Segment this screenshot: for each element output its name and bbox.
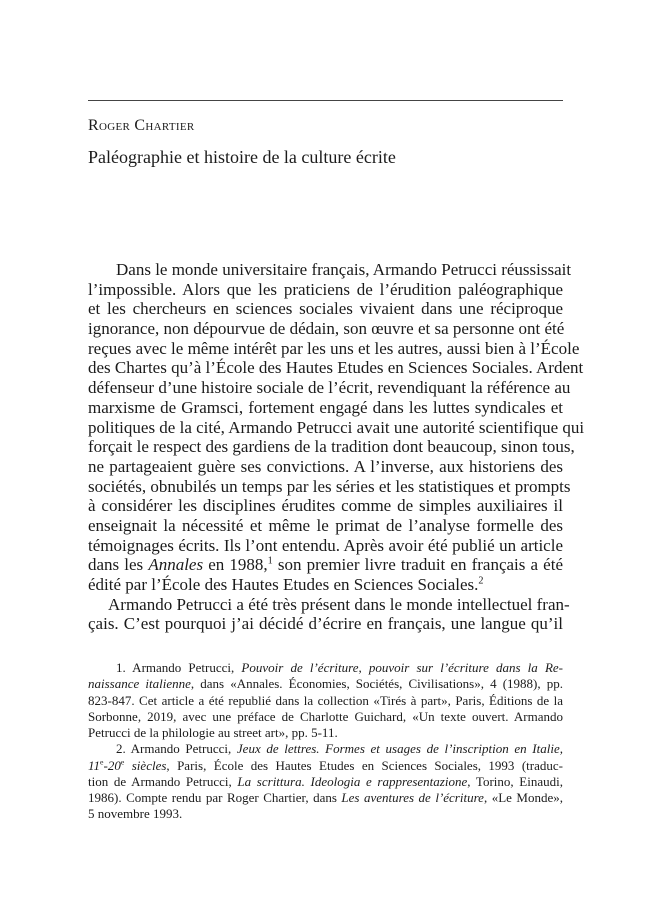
footnote-2: 2. Armando Petrucci, Jeux de lettres. Formes et usages de l’inscription en Italie, 11e-20e siècles, Paris, École des Hautes Etudes en Sciences Sociales, 1993 (traduc- tion de Armando Petrucci, La scrittura. Ideologia e rappresentazione, Torino, Einaudi, 1986). Compte rendu par Roger Chartier, dans Les aventures de l’écriture, «Le Monde», 5 novembre 1993.	[88, 741, 564, 822]
body-line: et les chercheurs en sciences sociales vivaient dans une réciproque	[88, 299, 563, 319]
body-line: l’impossible. Alors que les praticiens de l’érudition paléographique	[88, 279, 563, 299]
body-line: défenseur d’une histoire sociale de l’écrit, revendiquant la référence au	[88, 378, 571, 398]
footnote-ref-2[interactable]: 2	[478, 575, 484, 587]
header-rule	[88, 100, 563, 101]
body-text	[88, 260, 585, 634]
body-line: à considérer les disciplines érudites comme de simples auxiliaires il	[88, 496, 563, 516]
body-line: Dans le monde universitaire français, Armando Petrucci réussissait	[116, 260, 572, 279]
body-line: des Chartes qu’à l’École des Hautes Etudes en Sciences Sociales. Ardent	[88, 358, 584, 378]
footnote-1: 1. Armando Petrucci, Pouvoir de l’écriture, pouvoir sur l’écriture dans la Re- naissance italienne, dans «Annales. Économies, Sociétés, Civilisations», 4 (1988), pp. 823-847. Cet article a été republié dans la collection «Tirés à part», Paris, Éditions de la Sorbonne, 2019, avec une préface de Charlotte Guichard, «Un texte ouvert. Armando Petrucci de la philologie au street art», pp. 5-11.	[88, 660, 564, 740]
body-line: sociétés, obnubilés un temps par les séries et les statistiques et prompts	[88, 476, 571, 496]
body-line: çais. C’est pourquoi j’ai décidé d’écrire en français, une langue qu’il	[88, 614, 563, 634]
chapter-author: Roger Chartier	[88, 117, 195, 134]
body-line: Armando Petrucci a été très présent dans le monde intellectuel fran-	[108, 594, 570, 614]
footnote-ref-1[interactable]: 1	[267, 555, 273, 567]
body-line: reçues avec le même intérêt par les uns et les autres, aussi bien à l’École	[88, 338, 580, 358]
body-line: politiques de la cité, Armando Petrucci avait une autorité scientifique qui	[88, 417, 585, 437]
footnotes	[88, 660, 563, 823]
body-line: marxisme de Gramsci, fortement engagé dans les luttes syndicales et	[88, 397, 563, 417]
chapter-title: Paléographie et histoire de la culture écrite	[88, 147, 396, 167]
body-line: ignorance, non dépourvue de dédain, son œuvre et sa personne ont été	[88, 319, 565, 339]
journal-title-annales: Annales	[148, 555, 204, 575]
body-line: ne partageaient guère ses convictions. A l’inverse, aux historiens des	[88, 456, 563, 476]
body-line: édité par l’École des Hautes Etudes en Sciences Sociales.$^2$	[88, 575, 484, 594]
body-line: témoignages écrits. Ils l’ont entendu. Après avoir été publié un article	[88, 535, 563, 555]
body-line: forçait le respect des gardiens de la tradition dont beaucoup, sinon tous,	[88, 437, 575, 457]
body-line: dans les Annales en 1988,$^1$ son premier livre traduit en français a été	[88, 555, 563, 575]
body-line: enseignait la nécessité et même le primat de l’analyse formelle des	[88, 515, 563, 535]
